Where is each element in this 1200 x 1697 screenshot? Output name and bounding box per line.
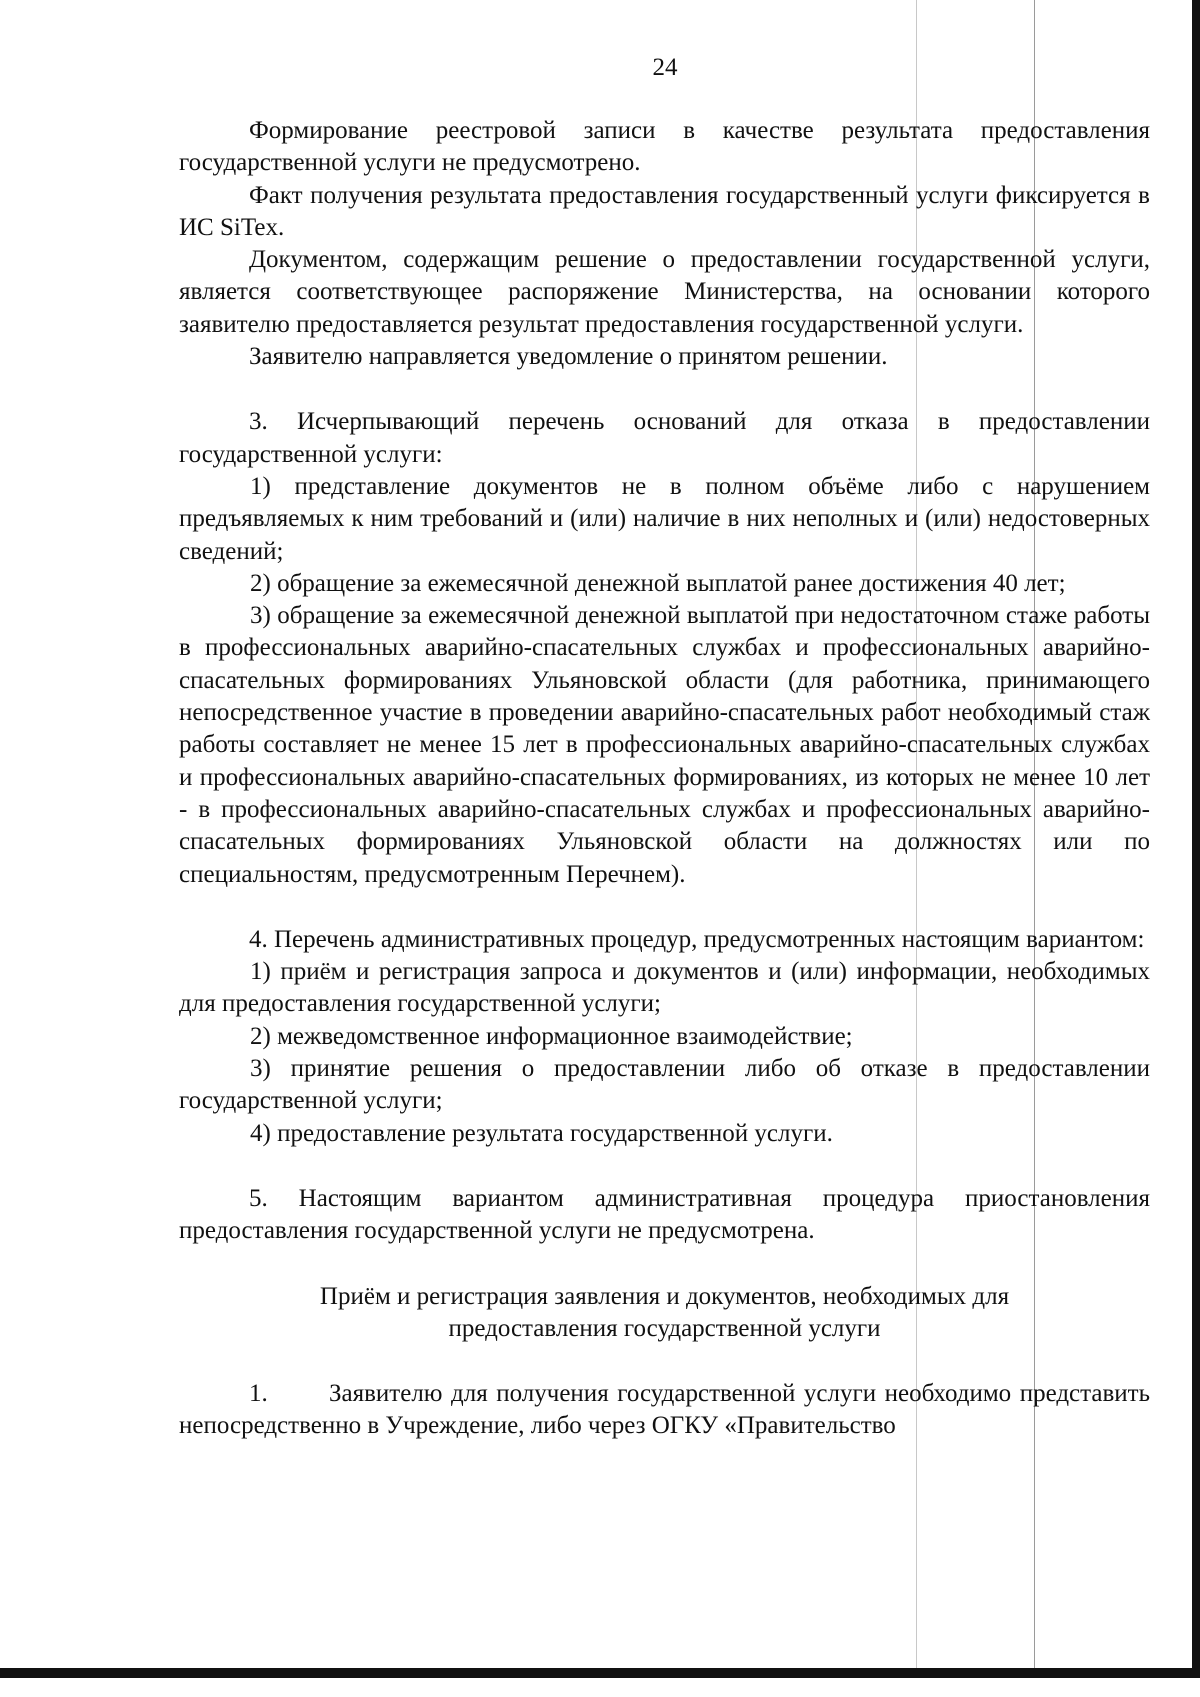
- spacer: [179, 373, 1150, 406]
- list-item: 2) обращение за ежемесячной денежной выплатой ранее достижения 40 лет;: [250, 569, 1066, 597]
- paragraph: Заявителю направляется уведомление о принятом решении.: [249, 343, 888, 371]
- subsection-heading: [179, 1281, 1150, 1346]
- scan-border-right: [1192, 0, 1200, 1678]
- section-title: 3. Исчерпывающий перечень оснований для отказа в предоставлении государственной услуги:: [179, 408, 1150, 468]
- list-item: 4) предоставление результата государственной услуги.: [250, 1119, 833, 1147]
- item-number: 1.: [249, 1380, 268, 1408]
- spacer: [179, 1345, 1150, 1378]
- numbered-paragraph: [179, 1378, 1150, 1443]
- spacer: [179, 891, 1150, 924]
- paragraph: Факт получения результата предоставления государственный услуги фиксируется в ИС SiTex.: [179, 181, 1150, 241]
- heading-line: Приём и регистрация заявления и документов, необходимых для: [319, 1282, 1010, 1310]
- spacer: [179, 1150, 1150, 1183]
- item-text: Заявителю для получения государственной услуги необходимо представить непосредственно в Учреждение, либо через ОГКУ «Правительство: [179, 1380, 1150, 1440]
- heading-line: предоставления государственной услуги: [448, 1314, 881, 1342]
- paragraph: Формирование реестровой записи в качестве результата предоставления государственной услуги не предусмотрено.: [179, 117, 1150, 177]
- scan-border-bottom: [0, 1668, 1200, 1678]
- list-item: 1) представление документов не в полном объёме либо с нарушением предъявляемых к ним требований и (или) наличие в них неполных и (или) недостоверных сведений;: [179, 472, 1150, 565]
- section-title: 4. Перечень административных процедур, предусмотренных настоящим вариантом:: [249, 925, 1145, 953]
- list-item: 3) обращение за ежемесячной денежной выплатой при недостаточном стаже работы в профессиональных аварийно-спасательных службах и профессиональных аварийно-спасательных формированиях Ульяновской области (для работника, принимающего непосредственное участие в проведении аварийно-спасательных работ необходимый стаж работы составляет не менее 15 лет в профессиональных аварийно-спасательных службах и профессиональных аварийно-спасательных формированиях, из которых не менее 10 лет - в профессиональных аварийно-спасательных службах и профессиональных аварийно-спасательных формированиях Ульяновской области на должностях или по специальностям, предусмотренным Перечнем).: [179, 602, 1150, 888]
- document-body: [179, 115, 1150, 1443]
- list-item: 1) приём и регистрация запроса и документов и (или) информации, необходимых для предоставления государственной услуги;: [179, 958, 1150, 1018]
- list-item: 3) принятие решения о предоставлении либо об отказе в предоставлении государственной услуги;: [179, 1055, 1150, 1115]
- paragraph: Документом, содержащим решение о предоставлении государственной услуги, является соответствующее распоряжение Министерства, на основании которого заявителю предоставляется результат предоставления государственной услуги.: [179, 246, 1150, 338]
- spacer: [179, 1248, 1150, 1281]
- page-number: 24: [652, 54, 678, 81]
- list-item: 2) межведомственное информационное взаимодействие;: [250, 1022, 853, 1050]
- section-title: 5. Настоящим вариантом административная процедура приостановления предоставления государственной услуги не предусмотрена.: [179, 1184, 1150, 1245]
